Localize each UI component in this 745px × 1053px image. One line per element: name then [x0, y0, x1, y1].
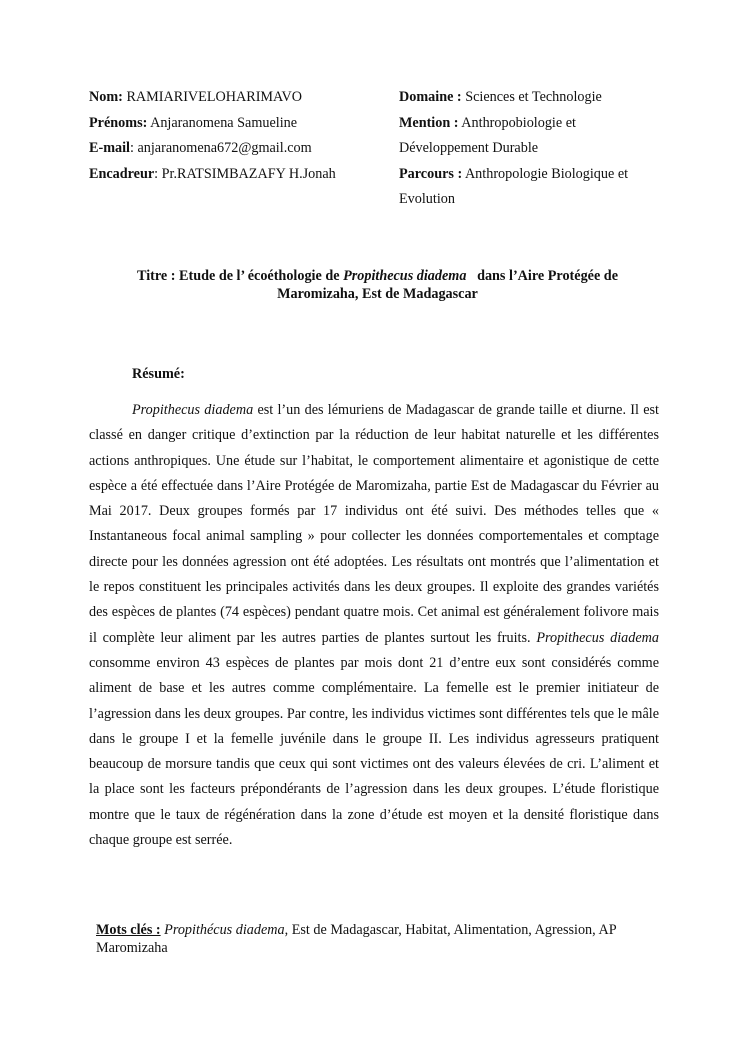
abstract-part1: est l’un des lémuriens de Madagascar de grande taille et diurne. Il est classé en danger critique d’extinction par la réduction de leur habitat naturelle et les différentes actions anthropiques. Une étude sur l’habitat, le comportement alimentaire et agonistique de cette espèce a été effectuée dans l’Aire Protégée de Maromizaha, partie Est de Madagascar du Février au Mai 2017. Deux groupes formés par 17 individus ont été suivi. Des méthodes telles que « Instantaneous focal animal sampling » pour collecter les données comportementales et comptage directe pour les données agression ont été adoptées. Les résultats ont montrés que l’alimentation et le repos constituent les principales activités dans les deux groupes. Il exploite des grandes variétés des espèces de plantes (74 espèces) pendant quatre mois. Cet animal est généralement folivore mais il complète leur aliment par les autres parties de plantes surtout les fruits. [89, 402, 659, 646]
nom-row [89, 85, 389, 111]
abstract-species-2: Propithecus diadema [536, 629, 659, 646]
abstract-species: Propithecus diadema [132, 402, 254, 418]
keywords-label: Mots clés : [96, 922, 161, 938]
parcours-value: Anthropologie Biologique et Evolution [399, 165, 629, 207]
encadreur-label: Encadreur [89, 165, 155, 182]
nom-label: Nom: [89, 89, 123, 105]
abstract-part2: consomme environ 43 espèces de plantes par mois dont 21 d’entre eux sont considérés comme aliment de base et les autres comme complémentaire. La femelle est le premier initiateur de l’agression dans les deux groupes. Par contre, les individus victimes sont différentes tels que le mâle dans le groupe I et la femelle juvénile dans le groupe II. Les individus agresseurs pratiquent beaucoup de morsure tandis que ceux qui sont victimes ont des valeurs élevées de cri. L’aliment et la place sont les facteurs prépondérants de l’agression dans les deux groupes. L’étude floristique montre que le taux de régénération dans la zone d’étude est moyen et la densité floristique dans chaque groupe est serrée. [89, 654, 659, 849]
domaine-row [399, 85, 679, 111]
abstract-paragraph [89, 398, 659, 853]
keywords [96, 921, 676, 957]
prenoms-value: Anjaranomena Samueline [150, 114, 298, 131]
keywords-rest: , Est de Madagascar, Habitat, Alimentation, Agression, AP Maromizaha [96, 922, 617, 956]
title-suffix: dans l’Aire Protégée de Maromizaha, Est de Madagascar [277, 268, 622, 302]
keywords-species: Propithécus diadema [164, 922, 285, 938]
encadreur-row [89, 162, 389, 188]
encadreur-value: : Pr.RATSIMBAZAFY H.Jonah [154, 165, 336, 182]
parcours-label: Parcours : [399, 165, 463, 182]
email-value: : anjaranomena672@gmail.com [129, 140, 312, 156]
parcours-row [399, 162, 659, 213]
title-prefix: Titre : Etude de l’ écoéthologie de [136, 268, 344, 284]
page-title [100, 267, 655, 303]
program-info [399, 85, 679, 213]
title-species: Propithecus diadema [343, 268, 467, 284]
prenoms-row [89, 111, 389, 137]
prenoms-label: Prénoms: [89, 114, 148, 131]
nom-value: RAMIARIVELOHARIMAVO [126, 89, 302, 105]
domaine-value: Sciences et Technologie [465, 89, 602, 105]
mention-label: Mention : [399, 114, 459, 131]
email-row [89, 136, 389, 162]
domaine-label: Domaine : [399, 89, 462, 105]
mention-value: Anthropobiologie et Développement Durable [399, 114, 576, 156]
student-info [89, 85, 389, 187]
resume-heading: Résumé: [132, 366, 185, 382]
email-label: E-mail [89, 140, 130, 156]
mention-row [399, 111, 629, 162]
